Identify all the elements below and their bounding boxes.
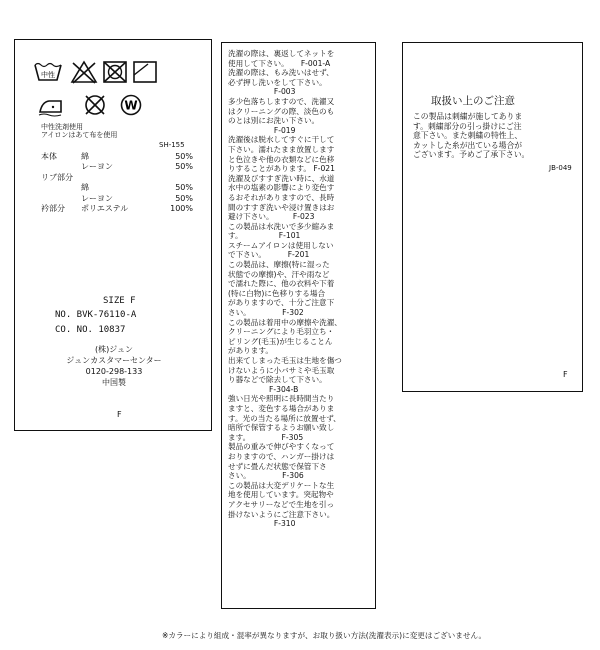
customer-center: ジュンカスタマーセンター [66,356,162,365]
company-name: (株)ジュン [94,345,134,354]
instruction-line: この製品は水洗いで多少縮みま [228,221,335,231]
instruction-line: この製品は、摩擦(特に湿った [228,260,330,270]
instruction-line: さい。 F-306 [228,471,304,481]
instruction-line: す。光の当たる場所に放置せず、 [228,413,341,423]
size-text: SIZE F [103,296,136,306]
instruction-line: 地を使用しています。突起物や [228,490,334,500]
material-pct: 100% [170,204,193,213]
instruction-line: さい。 F-302 [228,308,304,318]
no-bleach-icon [70,60,98,84]
instruction-line: 強い日光や照明に長時間当たり [228,394,335,404]
instruction-line: 必ず押し洗いをして下さい。 [228,77,327,87]
instructions-text [228,49,373,529]
instruction-line: 製品の重みで伸びやすくなって [228,442,335,452]
svg-text:中性: 中性 [41,71,55,79]
caution-title: 取扱い上のご注意 [431,95,515,107]
instruction-line: るおそれがありますので、長時 [228,192,335,202]
instruction-line: 水中の塩素の影響により変色す [228,183,335,193]
instruction-line: す。 F-101 [228,231,301,241]
instruction-line: 掛けないようにご注意下さい。 [228,509,335,519]
bottom-mark: F [117,410,122,419]
caution-line: この製品は刺繍が施してありま [413,112,523,121]
instruction-line: 下さい。濡れたまま放置します [228,144,335,154]
instruction-line: があります。 [228,346,273,356]
instruction-line: と色泣きや他の衣類などに色移 [228,154,335,164]
instruction-line: ピリング(毛玉)が生じることん [228,336,333,346]
instruction-line: で下さい。 F-201 [228,250,310,260]
wash-note: 中性洗剤使用 [41,123,83,131]
caution-line: 意下さい。また刺繍の特性上、 [413,131,523,141]
instruction-line: おりますので、ハンガー掛けは [228,451,335,461]
no-dry-clean-icon [83,93,107,117]
instruction-line: はクリーニングの際、淡色のも [228,106,335,116]
instruction-line: 洗濯及びすすぎ洗い時に、水道 [228,173,335,183]
instructions-label [221,42,376,609]
instruction-line: 使用して下さい。 F-001-A [228,58,331,68]
instruction-line: せずに畳んだ状態で保管下さ [228,461,327,471]
instruction-line: この製品は大変デリケートな生 [228,480,335,490]
material-pct: 50% [175,162,193,172]
caution-line: ございます。予めご了承下さい。 [413,150,530,160]
footnote: ※カラーにより組成・混率が異なりますが、お取り扱い方法(洗濯表示)に変更はございません。 [162,631,487,640]
material-part: 本体 [41,152,57,161]
instruction-line: 状態での摩擦)や、汗や雨など [228,269,330,279]
instruction-line: がありますので、十分ご注意下 [228,298,335,308]
instruction-line: 多少色落ちしますので、洗濯又 [228,96,335,106]
instruction-line: 暗所で保管するようお願い致し [228,423,335,433]
material-pct: 50% [175,193,193,203]
instruction-line: りすることがあります。 F-021 [228,164,335,174]
instruction-line: F-310 [228,519,296,529]
wet-clean-icon [119,93,143,117]
instruction-line: り器などで除去して下さい。 [228,375,327,385]
instruction-line: 洗濯の際は、もみ洗いはせず、 [228,68,334,78]
instruction-line: 洗濯後は脱水してすぐに干して [228,135,335,145]
wash-basin-neutral-icon [33,60,63,84]
material-pct: 50% [175,152,193,161]
origin: 中国製 [102,378,126,387]
instruction-line: 間のすすぎ洗いや浸け置きはお [228,202,335,212]
instruction-line: ますと、変色する場合がありま [228,403,335,413]
caution-label [402,42,583,392]
caution-bottom-mark: F [563,370,568,379]
instruction-line: F-019 [228,125,296,135]
instruction-line: クリーニングにより毛羽立ち・ [228,327,335,337]
materials-table [41,152,201,216]
material-fiber: ポリエステル [81,204,129,213]
instruction-line: (特に白物)に色移りする場合 [228,288,326,298]
no-tumble-dry-icon [102,60,128,84]
care-label [14,39,212,431]
instruction-line: F-304-B [228,384,299,394]
product-no: NO. BVK-76110-A [55,310,137,320]
line-dry-icon [132,60,158,84]
instruction-line: スチームアイロンは使用しない [228,240,334,250]
caution-text [413,112,529,160]
instruction-line: アクセサリーなどで生地を引っ [228,499,335,509]
instruction-line: 出来てしまった毛玉は生地を傷つ [228,356,342,365]
material-fiber: レーヨン [81,162,113,172]
caution-code: JB-049 [549,164,572,172]
material-part: 衿部分 [41,204,65,213]
instruction-line: けないように小バサミや毛玉取 [228,365,335,375]
iron-note: アイロンはあて布を使用 [41,131,118,139]
instruction-line: 避け下さい。 F-023 [228,212,315,222]
instruction-line: 洗濯の際は、裏返してネットを [228,49,335,58]
caution-line: す。刺繍部分の引っ掛けにご注 [413,121,522,131]
material-part: リブ部分 [41,172,73,182]
caution-line: カットした糸が出ている場合が [413,140,523,150]
instruction-line: この製品は着用中の摩擦や洗濯、 [228,317,342,327]
instruction-line: のとは別にお洗い下さい。 [228,116,320,126]
phone-number: 0120-298-133 [85,367,143,376]
instruction-line: ます。 F-305 [228,432,304,442]
instruction-line: F-003 [228,87,296,97]
material-fiber: 綿 [81,183,89,193]
iron-with-cloth-icon [37,94,65,118]
material-fiber: 綿 [81,152,89,161]
material-fiber: レーヨン [81,193,113,203]
co-no: CO. NO. 10837 [55,325,126,335]
label-code: SH-155 [159,141,185,149]
instruction-line: で濡れた際に、他の衣料や下着 [228,279,335,289]
svg-text:W: W [124,98,138,113]
material-pct: 50% [175,183,193,193]
